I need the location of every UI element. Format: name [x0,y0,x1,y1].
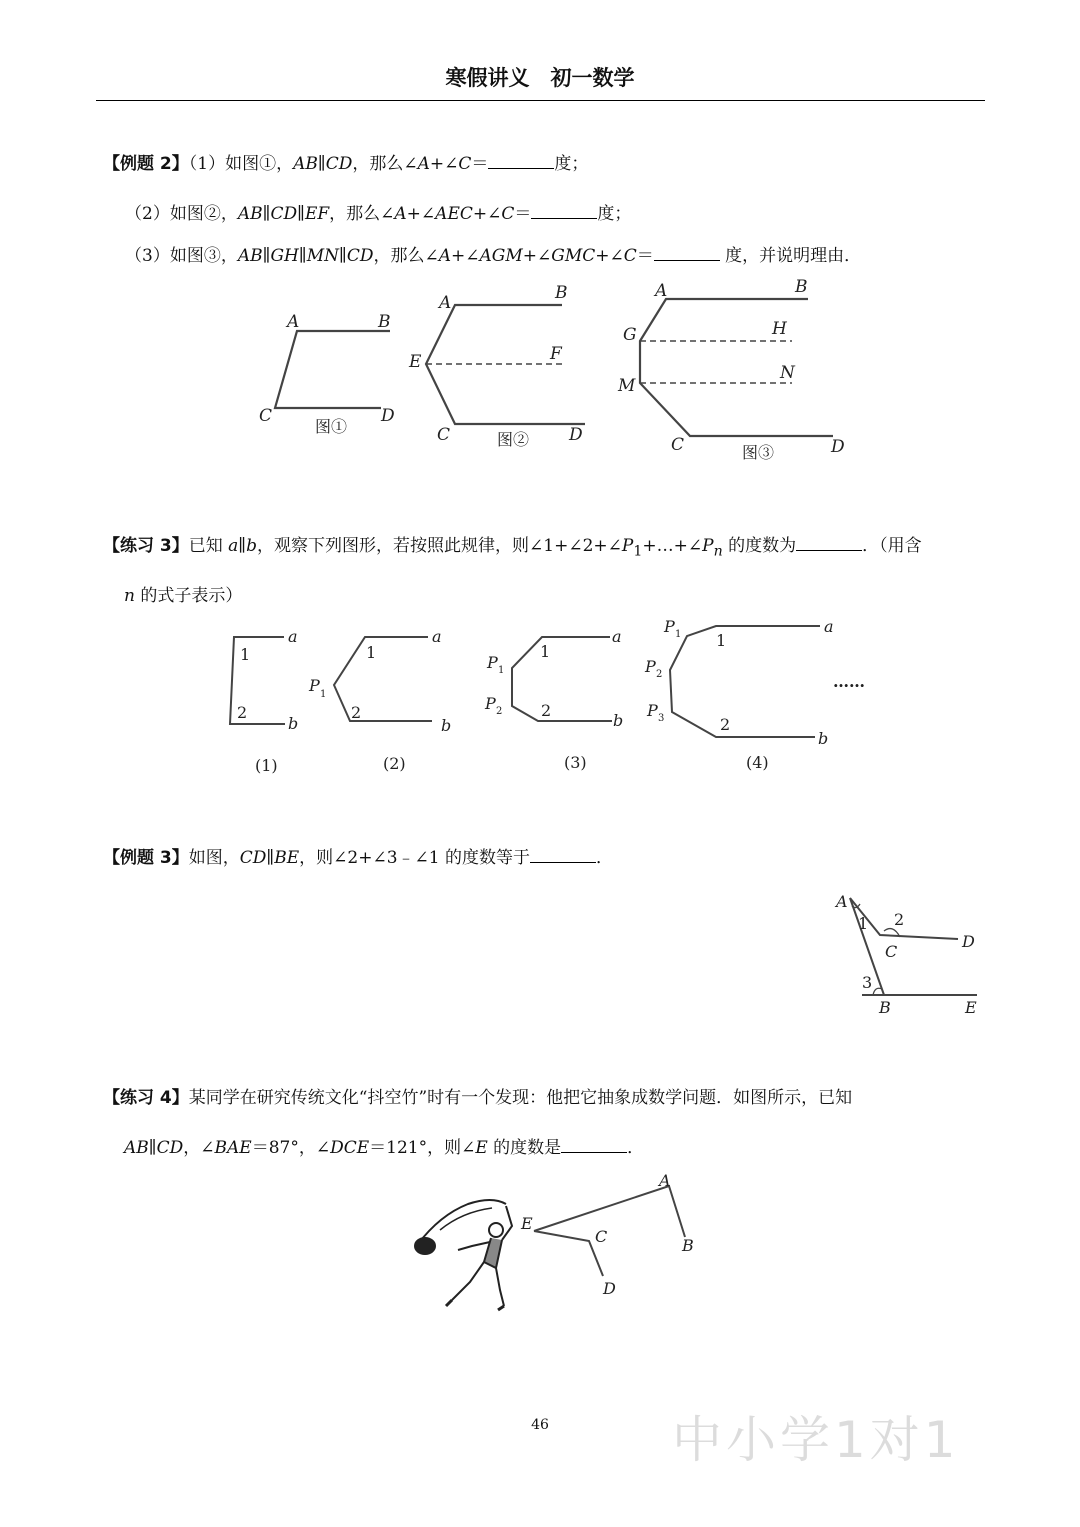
svg-text:b: b [441,716,452,735]
svg-text:1: 1 [716,631,727,650]
svg-text:P: P [485,694,496,713]
fig3-lines [640,299,833,436]
ex2-line1: 【例题 2】（1）如图①，AB∥CD，那么∠A+∠C＝ 度； [103,154,589,174]
ex2-line3: （3）如图③，AB∥GH∥MN∥CD，那么∠A+∠AGM+∠GMC+∠C＝ 度，并说明理由． [125,246,862,266]
svg-text:E: E [965,998,977,1017]
svg-text:3: 3 [862,973,873,992]
svg-text:2: 2 [351,703,362,722]
caption-2: (2) [383,754,406,773]
label-C: C [437,425,451,445]
continuation-dots: …… [833,672,865,691]
label-B: B [378,312,391,332]
label-C: C [259,406,273,426]
svg-text:3: 3 [658,713,665,724]
label-A: A [655,281,668,301]
svg-text:b: b [288,714,299,733]
svg-text:D: D [962,932,975,951]
label-B: B [795,277,808,297]
label-D: D [569,425,583,445]
svg-text:a: a [612,627,622,646]
pr4-tag: 【练习 4】 [103,1088,189,1108]
svg-text:B: B [879,998,891,1017]
svg-text:E: E [521,1214,533,1233]
pr3-tag: 【练习 3】 [103,536,189,556]
caption-4: (4) [746,753,769,772]
pr3-figure-4 [644,617,865,772]
ex3-tag: 【例题 3】 [103,848,189,868]
svg-text:2: 2 [656,669,663,680]
svg-text:C: C [595,1227,608,1246]
ex3-figure [834,892,977,1017]
label-H: H [772,319,787,339]
figure-2 [408,283,585,449]
svg-text:2: 2 [496,706,503,717]
pr4-line2: AB∥CD，∠BAE＝87°，∠DCE＝121°，则∠E 的度数是 ． [124,1138,645,1158]
svg-text:P: P [645,657,656,676]
svg-text:C: C [885,942,898,961]
svg-text:P: P [664,617,675,636]
svg-text:1: 1 [540,642,551,661]
pr3-line2: n 的式子表示） [124,586,243,606]
label-F: F [550,344,562,364]
label-A: A [287,312,300,332]
angle-3-arc [873,988,882,995]
svg-text:D: D [603,1279,616,1298]
svg-text:1: 1 [675,629,682,640]
caption-1: (1) [255,756,278,775]
svg-text:a: a [288,627,298,646]
pr3-figure-3 [484,627,623,772]
svg-text:B: B [682,1236,694,1255]
label-C: C [671,435,685,455]
svg-text:2: 2 [541,701,552,720]
fig2-caption: 图② [497,430,530,449]
pr4-figure [520,1171,694,1298]
figure-3 [617,277,845,462]
svg-text:A: A [836,892,848,911]
svg-text:b: b [818,729,829,748]
label-A: A [439,293,452,313]
watermark: 中小学1对1 [672,1411,960,1469]
svg-text:A: A [659,1171,671,1190]
pr3-figure-2 [308,627,451,773]
label-D: D [381,406,395,426]
svg-text:1: 1 [240,645,251,664]
page-number: 46 [531,1417,549,1433]
fig1-caption: 图① [315,417,348,436]
pr4-line1: 【练习 4】某同学在研究传统文化“抖空竹”时有一个发现：他把它抽象成数学问题．如图所示，已知 [103,1088,853,1108]
fig3-caption: 图③ [742,443,775,462]
svg-text:P: P [309,676,320,695]
svg-text:1: 1 [320,689,327,700]
fig1-lines [275,331,390,408]
label-B: B [555,283,568,303]
svg-text:2: 2 [237,703,248,722]
ex2-line2: （2）如图②，AB∥CD∥EF，那么∠A+∠AEC+∠C＝ 度； [125,204,632,224]
page-header: 寒假讲义 初一数学 [445,66,635,90]
svg-text:1: 1 [498,665,505,676]
pr3-figure-1 [230,627,298,775]
pr3-line1: 【练习 3】已知 a∥b，观察下列图形，若按照此规律，则$\angle 1+\angle 2+\angle P_1+\dots+\angle P_n$ 的度数为 ．（用含 [103,536,922,560]
ex2-tag: 【例题 2】 [103,154,189,174]
svg-text:a: a [824,617,834,636]
diabolo-icon [415,1238,435,1254]
svg-text:2: 2 [894,910,905,929]
label-E: E [409,352,422,372]
head [489,1223,503,1237]
ex3-line: 【例题 3】如图，CD∥BE，则∠2+∠3﹣∠1 的度数等于 ． [103,848,613,868]
svg-text:b: b [613,711,624,730]
svg-text:2: 2 [720,715,731,734]
svg-text:P: P [647,701,658,720]
line-ECD [534,1231,603,1276]
diabolo-player-illustration [415,1200,512,1310]
figure-1 [259,312,395,436]
svg-text:1: 1 [366,643,377,662]
line-EAB [534,1186,685,1237]
svg-text:1: 1 [858,914,869,933]
svg-text:P: P [487,653,498,672]
label-M: M [618,376,636,396]
label-N: N [780,363,795,383]
caption-3: (3) [564,753,587,772]
label-G: G [623,325,637,345]
svg-text:a: a [432,627,442,646]
label-D: D [831,437,845,457]
